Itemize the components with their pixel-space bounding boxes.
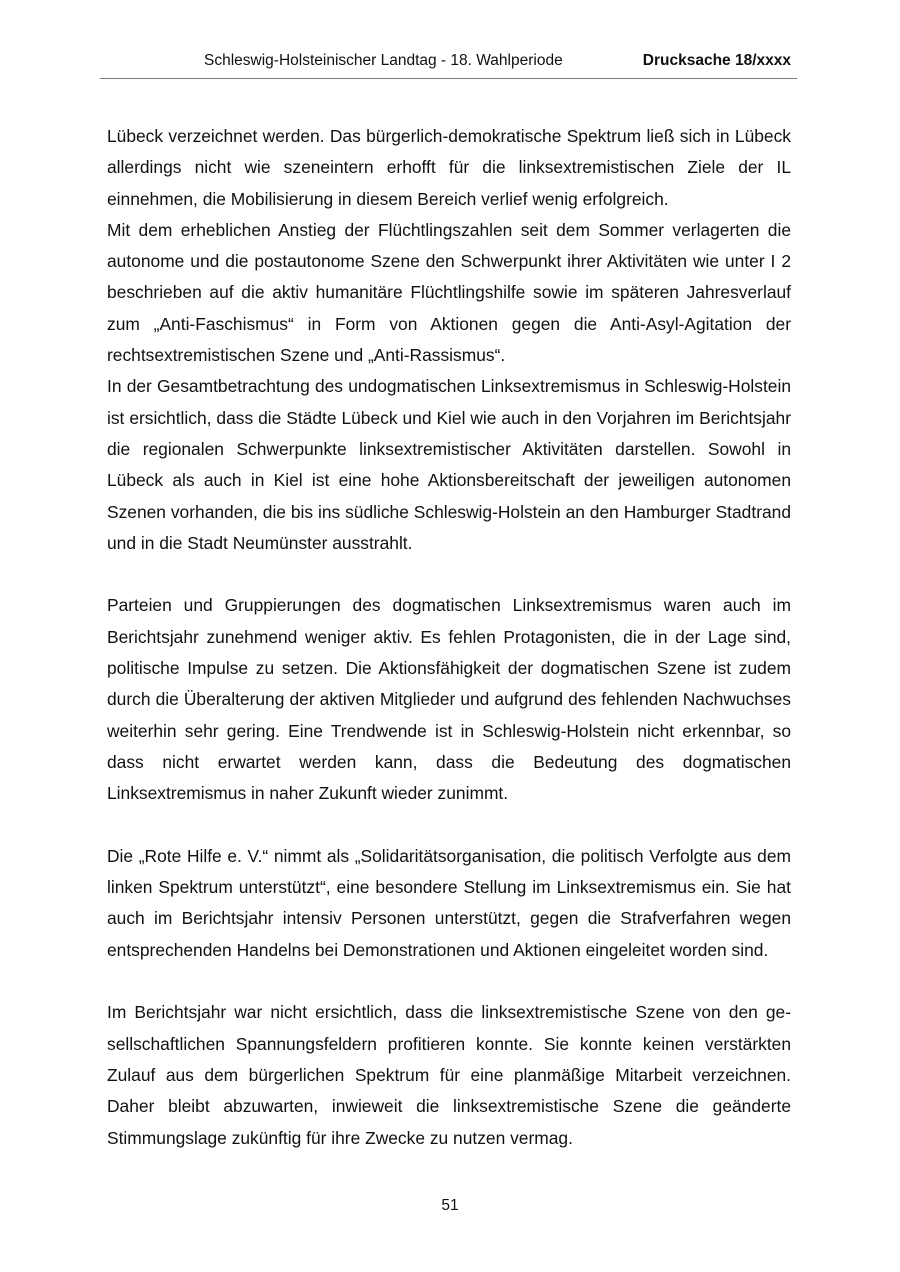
page-header [100, 52, 797, 79]
paragraph: Mit dem erheblichen Anstieg der Flüchtlingszahlen seit dem Sommer verlagerten die autonome und die postautonome Szene den Schwerpunkt ihrer Aktivitäten wie unter I 2 beschrieben auf die aktiv humanitäre Flüchtlingshilfe sowie im späteren Jahresverlauf zum „Anti-Faschismus“ in Form von Aktionen gegen die Anti-Asyl-Agitation der rechtsextremistischen Szene und „Anti-Rassismus“. [107, 219, 791, 366]
document-number: Drucksache 18/xxxx [642, 52, 791, 69]
paragraph-spacer [107, 810, 791, 841]
paragraph: Lübeck verzeichnet werden. Das bürgerlich-demokratische Spektrum ließ sich in Lübeck allerdings nicht wie szeneintern erhofft für die linksextremistischen Ziele der IL einnehmen, die Mobilisierung in diesem Bereich verlief wenig erfolgreich. [107, 126, 791, 209]
paragraph: In der Gesamtbetrachtung des undogmatischen Linksextremismus in Schleswig-Holstein ist ersichtlich, dass die Städte Lübeck und Kiel wie auch in den Vorjahren im Berichtsjahr die regionalen Schwerpunkte linksextremistischer Aktivitäten darstellen. Sowohl in Lübeck als auch in Kiel ist eine hohe Aktionsbereitschaft der jeweiligen autonomen Szenen vorhanden, die bis ins südliche Schleswig-Holstein an den Hamburger Stadtrand und in die Stadt Neumünster ausstrahlt. [107, 376, 791, 553]
header-title: Schleswig-Holsteinischer Landtag - 18. Wahlperiode [204, 52, 563, 69]
page-number: 51 [441, 1197, 459, 1214]
paragraph-spacer [107, 966, 791, 997]
document-body [107, 121, 791, 1154]
paragraph-spacer [107, 559, 791, 590]
paragraph: Parteien und Gruppierungen des dogmatischen Linksextremismus waren auch im Berichtsjahr zunehmend weniger aktiv. Es fehlen Protagonisten, die in der Lage sind, politische Impulse zu setzen. Die Aktionsfähigkeit der dogmatischen Szene ist zudem durch die Überalterung der aktiven Mitglieder und aufgrund des fehlenden Nachwuchses weiterhin sehr gering. Eine Trendwende ist in Schleswig-Holstein nicht erkennbar, so dass nicht erwartet werden kann, dass die Bedeutung des dogmatischen Linksextremismus in naher Zukunft wieder zunimmt. [107, 595, 791, 804]
paragraph: Die „Rote Hilfe e. V.“ nimmt als „Solidaritätsorganisation, die politisch Verfolgte aus dem linken Spektrum unterstützt“, eine besondere Stellung im Linksextremismus ein. Sie hat auch im Berichtsjahr intensiv Personen unterstützt, gegen die Strafverfahren wegen entsprechenden Handelns bei Demonstrationen und Aktionen eingeleitet worden sind. [107, 845, 791, 960]
paragraph: Im Berichtsjahr war nicht ersichtlich, dass die linksextremistische Szene von den gesellschaftlichen Spannungsfeldern profitieren konnte. Sie konnte keinen verstärkten Zulauf aus dem bürgerlichen Spektrum für eine planmäßige Mitarbeit verzeichnen. Daher bleibt abzuwarten, inwieweit die linksextremistische Szene die geänderte Stimmungslage zukünftig für ihre Zwecke zu nutzen vermag. [107, 1002, 791, 1148]
